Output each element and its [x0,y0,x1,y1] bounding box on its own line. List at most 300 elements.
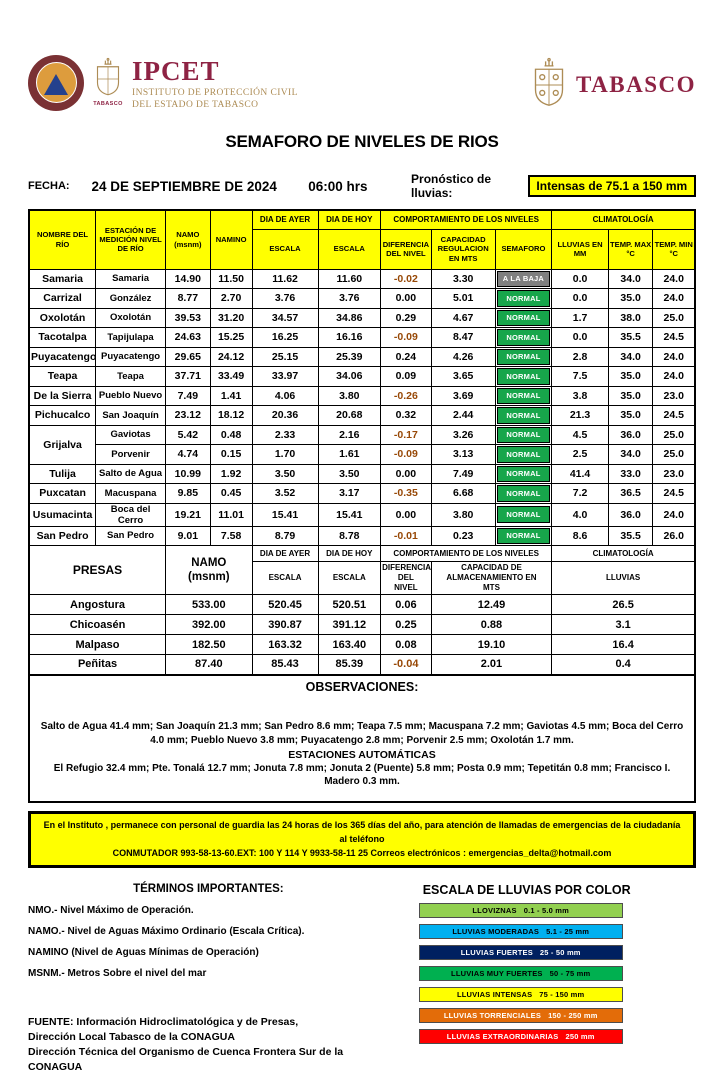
dam-lluvias-cell: 3.1 [552,615,695,635]
temp-min-cell: 24.0 [653,503,695,526]
dam-name-cell: Peñitas [29,655,166,675]
station-cell: Macuspana [96,484,166,504]
semaforo-status-badge: NORMAL [497,528,551,545]
source-line3: Dirección Técnica del Organismo de Cuenca Frontera Sur de la CONAGUA [28,1046,344,1074]
dam-diferencia-cell: 0.25 [381,615,432,635]
temp-min-cell: 24.5 [653,328,695,348]
escala-ayer-cell: 3.50 [252,464,318,484]
station-cell: Porvenir [96,445,166,465]
presas-table-body [29,595,695,675]
capacidad-cell: 0.23 [431,526,495,546]
temp-max-cell: 35.0 [608,289,653,309]
dam-name-cell: Angostura [29,595,166,615]
diferencia-cell: -0.26 [381,386,432,406]
lluvias-cell: 8.6 [552,526,609,546]
dam-escala-hoy-cell: 391.12 [318,615,381,635]
state-crest-icon [529,58,569,112]
namo-cell: 9.01 [166,526,211,546]
col-header-hoy: DIA DE HOY [318,210,381,229]
river-row [29,445,695,465]
proteccion-civil-seal-icon [28,55,84,111]
station-cell: Boca del Cerro [96,503,166,526]
presas-header-escala-hoy: ESCALA [318,562,381,595]
temp-max-cell: 36.0 [608,425,653,445]
escala-hoy-cell: 3.17 [318,484,381,504]
col-header-capacidad: CAPACIDAD REGULACION EN MTS [431,229,495,269]
river-row [29,289,695,309]
dam-row [29,615,695,635]
river-name-cell: Oxolotán [29,308,96,328]
page-title: SEMAFORO DE NIVELES DE RIOS [225,132,499,151]
col-header-semaforo: SEMAFORO [495,229,552,269]
river-row [29,367,695,387]
namo-cell: 10.99 [166,464,211,484]
col-header-comportamiento: COMPORTAMIENTO DE LOS NIVELES [381,210,552,229]
capacidad-cell: 3.13 [431,445,495,465]
river-row [29,484,695,504]
temp-min-cell: 25.0 [653,445,695,465]
escala-ayer-cell: 8.79 [252,526,318,546]
pronostico-value-badge: Intensas de 75.1 a 150 mm [528,175,696,197]
semaforo-status-badge: NORMAL [497,485,551,502]
observations-box [28,674,696,803]
observations-title: OBSERVACIONES: [305,679,419,694]
dam-escala-hoy-cell: 163.40 [318,635,381,655]
dam-capacidad-cell: 2.01 [431,655,552,675]
namo-cell: 9.85 [166,484,211,504]
semaforo-cell [495,503,552,526]
escala-hoy-cell: 3.76 [318,289,381,309]
semaforo-cell [495,445,552,465]
station-cell: Samaria [96,269,166,289]
lluvias-cell: 21.3 [552,406,609,426]
namino-cell: 7.58 [210,526,252,546]
namo-cell: 14.90 [166,269,211,289]
lluvias-cell: 0.0 [552,328,609,348]
station-cell: Teapa [96,367,166,387]
diferencia-cell: 0.00 [381,464,432,484]
capacidad-cell: 4.26 [431,347,495,367]
station-cell: Salto de Agua [96,464,166,484]
station-cell: Pueblo Nuevo [96,386,166,406]
rain-scale-bar [419,1029,623,1044]
lluvias-cell: 0.0 [552,289,609,309]
station-cell: San Joaquín [96,406,166,426]
rain-scale-bar [419,987,623,1002]
header [28,54,696,120]
escala-ayer-cell: 20.36 [252,406,318,426]
semaforo-cell [495,289,552,309]
escala-ayer-cell: 25.15 [252,347,318,367]
ipcet-logo-group [28,54,298,112]
temp-min-cell: 23.0 [653,464,695,484]
temp-max-cell: 36.5 [608,484,653,504]
rain-scale-bar-label: LLUVIAS EXTRAORDINARIAS [446,1031,559,1041]
semaforo-status-badge: NORMAL [497,506,551,523]
dam-escala-hoy-cell: 520.51 [318,595,381,615]
capacidad-cell: 3.69 [431,386,495,406]
escala-ayer-cell: 4.06 [252,386,318,406]
dam-escala-ayer-cell: 390.87 [252,615,318,635]
notice-line1: En el Instituto , permanece con personal de guardia las 24 horas de los 365 días del año, para atención de llamadas de emergencias de la ciudadanía al teléfono [43,819,681,844]
escala-ayer-cell: 3.76 [252,289,318,309]
presas-table-head [29,546,695,595]
lluvias-cell: 0.0 [552,269,609,289]
presas-header-namo: NAMO (msnm) [166,546,253,595]
river-name-cell: Teapa [29,367,96,387]
river-name-cell: Samaria [29,269,96,289]
river-row [29,503,695,526]
semaforo-cell [495,464,552,484]
diferencia-cell: -0.01 [381,526,432,546]
river-name-cell: Carrizal [29,289,96,309]
escala-hoy-cell: 15.41 [318,503,381,526]
lluvias-cell: 4.5 [552,425,609,445]
notice-line2: CONMUTADOR 993-58-13-60.EXT: 100 Y 114 Y 9933-58-11 25 Correos electrónicos : emergencias_delta@hotmail.com [112,848,612,859]
escala-ayer-cell: 15.41 [252,503,318,526]
source-line2: Dirección Local Tabasco de la CONAGUA [28,1030,235,1043]
semaforo-cell [495,484,552,504]
hora-value: 06:00 hrs [308,178,368,194]
river-row [29,308,695,328]
lluvias-cell: 2.8 [552,347,609,367]
diferencia-cell: 0.29 [381,308,432,328]
namino-cell: 24.12 [210,347,252,367]
temp-max-cell: 34.0 [608,347,653,367]
dam-capacidad-cell: 0.88 [431,615,552,635]
semaforo-cell [495,425,552,445]
diferencia-cell: 0.00 [381,503,432,526]
semaforo-cell [495,526,552,546]
escala-hoy-cell: 3.80 [318,386,381,406]
namo-cell: 24.63 [166,328,211,348]
diferencia-cell: 0.24 [381,347,432,367]
semaforo-status-badge: NORMAL [497,407,551,424]
crest-caption: TABASCO [93,101,123,108]
escala-hoy-cell: 8.78 [318,526,381,546]
observations-subtitle: ESTACIONES AUTOMÁTICAS [288,748,436,761]
namo-cell: 29.65 [166,347,211,367]
diferencia-cell: -0.09 [381,328,432,348]
escala-hoy-cell: 11.60 [318,269,381,289]
temp-max-cell: 35.5 [608,526,653,546]
diferencia-cell: 0.32 [381,406,432,426]
col-header-estacion: ESTACIÓN DE MEDICIÓN NIVEL DE RÍO [96,210,166,269]
escala-hoy-cell: 25.39 [318,347,381,367]
river-row [29,464,695,484]
namo-cell: 39.53 [166,308,211,328]
ipcet-subtitle-line2: DEL ESTADO DE TABASCO [132,100,259,111]
semaforo-cell [495,386,552,406]
dam-namo-cell: 392.00 [166,615,253,635]
escala-ayer-cell: 34.57 [252,308,318,328]
escala-ayer-cell: 3.52 [252,484,318,504]
col-header-diferencia: DIFERENCIA DEL NIVEL [381,229,432,269]
rain-scale-bar-label: LLUVIAS TORRENCIALES [443,1010,542,1020]
semaforo-cell [495,269,552,289]
rain-scale-bar-range: 0.1 - 5.0 mm [523,905,570,915]
rain-scale-bar-range: 5.1 - 25 mm [546,926,590,936]
river-name-cell: Grijalva [29,425,96,464]
dam-lluvias-cell: 26.5 [552,595,695,615]
namo-cell: 4.74 [166,445,211,465]
tabasco-crest-icon [93,58,123,100]
river-name-cell: Tacotalpa [29,328,96,348]
rain-scale-bar [419,1008,623,1023]
river-name-cell: Tulija [29,464,96,484]
semaforo-cell [495,347,552,367]
namino-cell: 11.01 [210,503,252,526]
temp-min-cell: 24.5 [653,406,695,426]
river-name-cell: Usumacinta [29,503,96,526]
diferencia-cell: 0.09 [381,367,432,387]
capacidad-cell: 3.80 [431,503,495,526]
tabasco-logo-group [529,54,696,112]
escala-hoy-cell: 16.16 [318,328,381,348]
river-row [29,425,695,445]
namino-cell: 11.50 [210,269,252,289]
escala-hoy-cell: 20.68 [318,406,381,426]
escala-ayer-cell: 1.70 [252,445,318,465]
escala-hoy-cell: 34.86 [318,308,381,328]
temp-max-cell: 33.0 [608,464,653,484]
col-header-escala-ayer: ESCALA [252,229,318,269]
lluvias-cell: 1.7 [552,308,609,328]
state-logo-text: TABASCO [576,72,696,97]
rain-scale-bar [419,966,623,981]
col-header-climatologia: CLIMATOLOGÍA [552,210,695,229]
rain-scale-column [389,883,696,1076]
namo-cell: 19.21 [166,503,211,526]
emergency-notice [28,811,696,868]
river-name-cell: De la Sierra [29,386,96,406]
namo-cell: 5.42 [166,425,211,445]
namo-cell: 23.12 [166,406,211,426]
station-cell: Oxolotán [96,308,166,328]
dam-lluvias-cell: 16.4 [552,635,695,655]
rivers-and-dams-table [28,209,696,676]
col-header-namo: NAMO (msnm) [166,210,211,269]
diferencia-cell: 0.00 [381,289,432,309]
namino-cell: 2.70 [210,289,252,309]
presas-header-hoy: DIA DE HOY [318,546,381,562]
dam-escala-ayer-cell: 520.45 [252,595,318,615]
namino-cell: 0.15 [210,445,252,465]
lluvias-cell: 2.5 [552,445,609,465]
rivers-table-body [29,269,695,546]
station-cell: San Pedro [96,526,166,546]
presas-header-comportamiento: COMPORTAMIENTO DE LOS NIVELES [381,546,552,562]
temp-min-cell: 24.0 [653,269,695,289]
station-cell: González [96,289,166,309]
river-name-cell: San Pedro [29,526,96,546]
dam-capacidad-cell: 12.49 [431,595,552,615]
river-row [29,328,695,348]
temp-min-cell: 25.0 [653,308,695,328]
river-row [29,406,695,426]
rain-scale-bar-range: 75 - 150 mm [539,989,585,999]
station-cell: Gaviotas [96,425,166,445]
temp-min-cell: 25.0 [653,425,695,445]
dam-escala-ayer-cell: 85.43 [252,655,318,675]
term-definition: NAMO.- Nivel de Aguas Máximo Ordinario (Escala Crítica). [28,925,305,937]
station-cell: Puyacatengo [96,347,166,367]
semaforo-cell [495,406,552,426]
capacidad-cell: 7.49 [431,464,495,484]
temp-min-cell: 23.0 [653,386,695,406]
terms-title: TÉRMINOS IMPORTANTES: [133,882,284,895]
temp-max-cell: 34.0 [608,269,653,289]
station-cell: Tapijulapa [96,328,166,348]
dam-namo-cell: 533.00 [166,595,253,615]
river-name-cell: Puxcatan [29,484,96,504]
capacidad-cell: 3.65 [431,367,495,387]
date-bar [28,172,696,200]
fecha-value: 24 DE SEPTIEMBRE DE 2024 [91,178,277,194]
presas-header-ayer: DIA DE AYER [252,546,318,562]
col-header-namino: NAMINO [210,210,252,269]
ipcet-subtitle [132,87,298,112]
rain-scale-bar-range: 250 mm [565,1031,595,1041]
dam-namo-cell: 87.40 [166,655,253,675]
capacidad-cell: 3.30 [431,269,495,289]
diferencia-cell: -0.09 [381,445,432,465]
semaforo-status-badge: NORMAL [497,329,551,346]
semaforo-cell [495,308,552,328]
lluvias-cell: 41.4 [552,464,609,484]
namo-cell: 8.77 [166,289,211,309]
rain-scale-bar-range: 25 - 50 mm [539,947,581,957]
escala-hoy-cell: 3.50 [318,464,381,484]
dam-row [29,595,695,615]
namino-cell: 31.20 [210,308,252,328]
temp-min-cell: 26.0 [653,526,695,546]
capacidad-cell: 2.44 [431,406,495,426]
rain-scale-bar-label: LLUVIAS MUY FUERTES [451,968,543,978]
observations-line1: Salto de Agua 41.4 mm; San Joaquín 21.3 mm; San Pedro 8.6 mm; Teapa 7.5 mm; Macuspana 7.2 mm; Gaviotas 4.5 mm; Boca del Cerro 4.0 mm; Pueblo Nuevo 3.8 mm; Puyacatengo 2.8 mm; Porvenir 2.5 mm; Oxolotán 1.7 mm. [40,720,684,746]
rain-scale-bar-range: 150 - 250 mm [548,1010,598,1020]
rain-scale-bar [419,903,623,918]
semaforo-status-badge: NORMAL [497,368,551,385]
rivers-table-head [29,210,695,269]
dam-lluvias-cell: 0.4 [552,655,695,675]
presas-header-diferencia: DIFERENCIA DEL NIVEL [381,562,432,595]
terms-list [28,905,389,979]
semaforo-status-badge: NORMAL [497,310,551,327]
capacidad-cell: 4.67 [431,308,495,328]
dam-diferencia-cell: 0.08 [381,635,432,655]
lluvias-cell: 3.8 [552,386,609,406]
source-line1: FUENTE: Información Hidroclimatológica y de Presas, [28,1015,299,1028]
dam-escala-hoy-cell: 85.39 [318,655,381,675]
escala-ayer-cell: 11.62 [252,269,318,289]
semaforo-status-badge: A LA BAJA [497,271,551,288]
bottom-section [28,883,696,1076]
tabasco-crest-small [93,58,123,107]
dam-diferencia-cell: -0.04 [381,655,432,675]
presas-header-lluvias: LLUVIAS [552,562,695,595]
rain-scale-bar [419,924,623,939]
term-definition: NAMINO (Nivel de Aguas Mínimas de Operación) [28,946,259,958]
river-row [29,347,695,367]
capacidad-cell: 3.26 [431,425,495,445]
rain-scale-bar-label: LLUVIAS INTENSAS [456,989,533,999]
escala-ayer-cell: 33.97 [252,367,318,387]
diferencia-cell: -0.02 [381,269,432,289]
presas-header-escala-ayer: ESCALA [252,562,318,595]
semaforo-cell [495,328,552,348]
semaforo-cell [495,367,552,387]
lluvias-cell: 4.0 [552,503,609,526]
col-header-tmax: TEMP. MAX °C [608,229,653,269]
escala-ayer-cell: 2.33 [252,425,318,445]
river-name-cell: Pichucalco [29,406,96,426]
temp-max-cell: 35.0 [608,406,653,426]
temp-min-cell: 24.0 [653,289,695,309]
temp-max-cell: 35.0 [608,386,653,406]
rain-scale-bar-label: LLOVIZNAS [472,905,517,915]
namino-cell: 15.25 [210,328,252,348]
namino-cell: 0.45 [210,484,252,504]
col-header-ayer: DIA DE AYER [252,210,318,229]
pronostico-label: Pronóstico de lluvias: [411,172,492,200]
temp-max-cell: 34.0 [608,445,653,465]
presas-header-climatologia: CLIMATOLOGÍA [552,546,695,562]
river-row [29,269,695,289]
rain-scale-bar-range: 50 - 75 mm [549,968,591,978]
diferencia-cell: -0.35 [381,484,432,504]
presas-header-capacidad: CAPACIDAD DE ALMACENAMIENTO EN MTS [431,562,552,595]
semaforo-status-badge: NORMAL [497,349,551,366]
dam-name-cell: Malpaso [29,635,166,655]
namo-cell: 7.49 [166,386,211,406]
source-block [28,1015,389,1076]
dam-row [29,655,695,675]
temp-min-cell: 24.0 [653,367,695,387]
dam-namo-cell: 182.50 [166,635,253,655]
fecha-label: FECHA: [28,180,70,192]
temp-min-cell: 24.0 [653,347,695,367]
river-name-cell: Puyacatengo [29,347,96,367]
dam-escala-ayer-cell: 163.32 [252,635,318,655]
capacidad-cell: 5.01 [431,289,495,309]
temp-min-cell: 24.5 [653,484,695,504]
semaforo-status-badge: NORMAL [497,290,551,307]
ipcet-acronym: IPCET [132,56,220,86]
rain-scale-bar-label: LLUVIAS MODERADAS [452,926,540,936]
col-header-tmin: TEMP. MIN °C [653,229,695,269]
diferencia-cell: -0.17 [381,425,432,445]
lluvias-cell: 7.2 [552,484,609,504]
col-header-lluvias: LLUVIAS EN MM [552,229,609,269]
namino-cell: 1.92 [210,464,252,484]
river-row [29,526,695,546]
namino-cell: 33.49 [210,367,252,387]
rain-scale-title: ESCALA DE LLUVIAS POR COLOR [422,882,631,897]
rain-scale-list [419,903,696,1044]
namino-cell: 0.48 [210,425,252,445]
escala-hoy-cell: 34.06 [318,367,381,387]
namino-cell: 1.41 [210,386,252,406]
river-row [29,386,695,406]
col-header-escala-hoy: ESCALA [318,229,381,269]
rain-scale-bar-label: LLUVIAS FUERTES [460,947,533,957]
dam-capacidad-cell: 19.10 [431,635,552,655]
temp-max-cell: 36.0 [608,503,653,526]
escala-hoy-cell: 2.16 [318,425,381,445]
dam-row [29,635,695,655]
temp-max-cell: 38.0 [608,308,653,328]
